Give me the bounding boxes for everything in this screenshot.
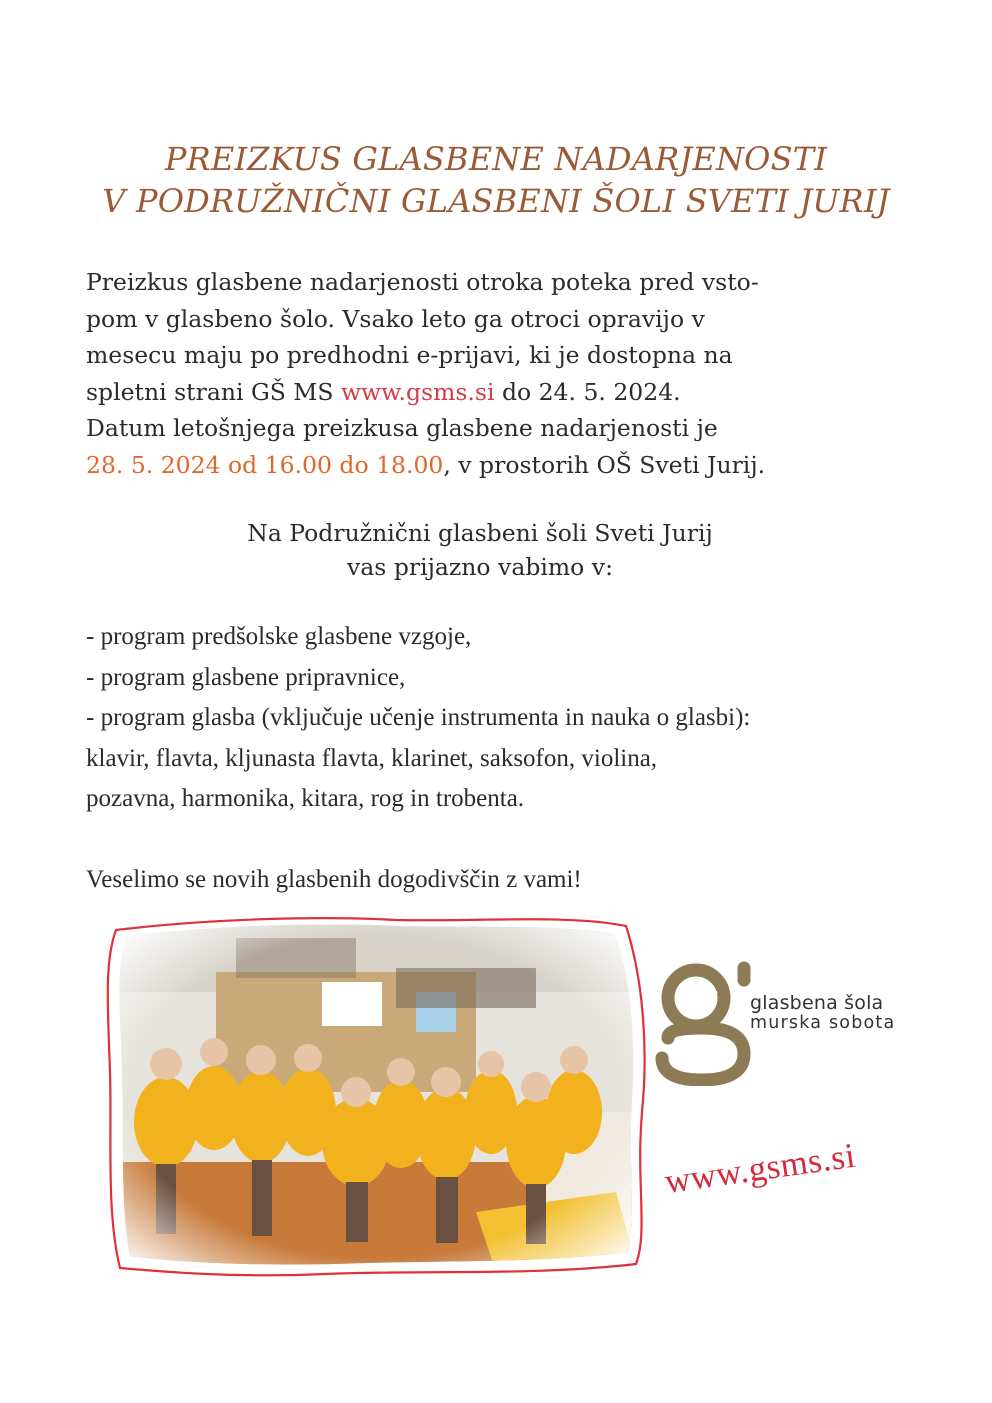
invitation (0, 516, 960, 584)
website-url[interactable]: www.gsms.si (662, 1135, 858, 1202)
school-name-line-2: murska sobota (750, 1013, 896, 1033)
group-photo-image (96, 912, 656, 1282)
instrument-list: pozavna, harmonika, kitara, rog in trobenta. (86, 785, 525, 812)
program-item: - program glasba (vključuje učenje instrumenta in nauka o glasbi): (86, 704, 751, 731)
exam-date: 28. 5. 2024 od 16.00 do 18.00 (86, 450, 444, 479)
group-photo (96, 912, 656, 1282)
school-name (750, 994, 895, 1033)
school-name-line-1: glasbena šola (750, 992, 884, 1014)
program-list (86, 617, 886, 820)
intro-text: do 24. 5. 2024. (494, 377, 681, 406)
title-line-1: PREIZKUS GLASBENE NADARJENOSTI (164, 140, 828, 178)
program-item: - program glasbene pripravnice, (86, 663, 406, 691)
intro-line: pom v glasbeno šolo. Vsako leto ga otroci opravijo v (86, 304, 705, 333)
intro-line: Datum letošnjega preizkusa glasbene nadarjenosti je (86, 414, 718, 442)
invitation-line-2: vas prijazno vabimo v: (347, 553, 613, 581)
intro-line: Preizkus glasbene nadarjenosti otroka poteka pred vsto- (86, 268, 759, 296)
website-link[interactable]: www.gsms.si (340, 377, 495, 406)
title-line-2: V PODRUŽNIČNI GLASBENI ŠOLI SVETI JURIJ (102, 182, 890, 220)
intro-paragraph (86, 264, 866, 483)
invitation-line-1: Na Podružnični glasbeni šoli Sveti Jurij (247, 519, 713, 547)
intro-line (86, 374, 866, 411)
page-title (0, 138, 992, 222)
intro-text: spletni strani GŠ MS (86, 377, 341, 406)
instrument-list: klavir, flavta, kljunasta flavta, klarinet, saksofon, violina, (86, 744, 658, 772)
program-item: - program predšolske glasbene vzgoje, (86, 623, 472, 650)
intro-text: , v prostorih OŠ Sveti Jurij. (443, 450, 766, 479)
intro-line (86, 447, 866, 484)
g-logo-icon (648, 958, 758, 1086)
closing-line: Veselimo se novih glasbenih dogodivščin z vami! (86, 866, 582, 893)
intro-line: mesecu maju po predhodni e-prijavi, ki je dostopna na (86, 341, 733, 369)
